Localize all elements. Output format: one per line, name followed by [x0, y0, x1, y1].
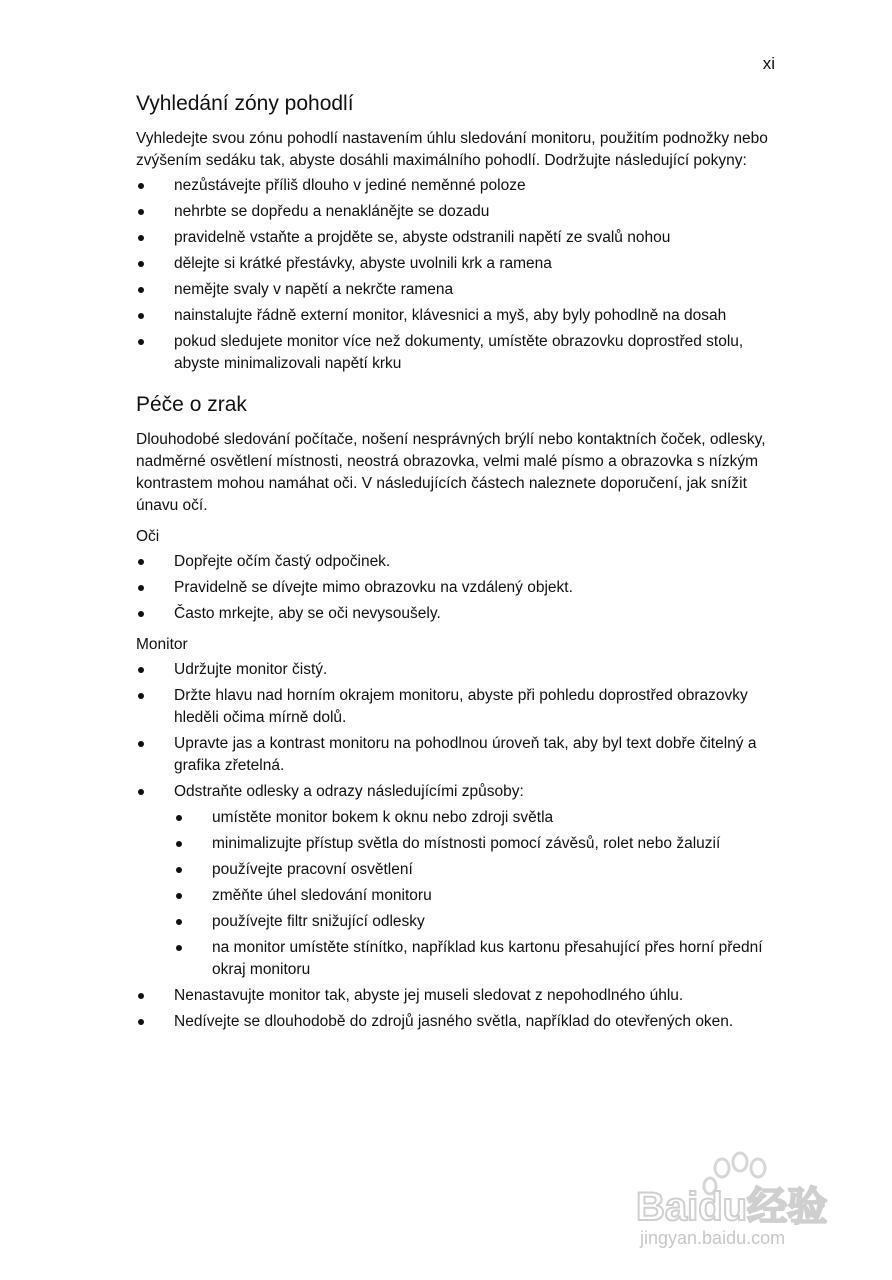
list-item: Pravidelně se dívejte mimo obrazovku na vzdálený objekt. [136, 577, 786, 599]
list-item: nemějte svaly v napětí a nekrčte ramena [136, 279, 786, 301]
list-item: používejte pracovní osvětlení [174, 859, 786, 881]
section-heading-eye-care: Péče o zrak [136, 393, 247, 416]
list-item: minimalizujte přístup světla do místnosti pomocí závěsů, rolet nebo žaluzií [174, 833, 786, 855]
list-item: používejte filtr snižující odlesky [174, 911, 786, 933]
comfort-list [136, 175, 786, 375]
list-item: nehrbte se dopředu a nenaklánějte se dozadu [136, 201, 786, 223]
monitor-list [136, 659, 786, 1033]
list-item: změňte úhel sledování monitoru [174, 885, 786, 907]
list-item: nezůstávejte příliš dlouho v jediné neměnné poloze [136, 175, 786, 197]
document-body [136, 90, 786, 1037]
list-item [136, 781, 786, 981]
list-item: pravidelně vstaňte a projděte se, abyste odstranili napětí ze svalů nohou [136, 227, 786, 249]
watermark-brand: Baidu经验 [636, 1185, 828, 1229]
list-item: Často mrkejte, aby se oči nevysoušely. [136, 603, 786, 625]
list-item: nainstalujte řádně externí monitor, klávesnici a myš, aby byly pohodlně na dosah [136, 305, 786, 327]
list-item: umístěte monitor bokem k oknu nebo zdroji světla [174, 807, 786, 829]
glare-intro: Odstraňte odlesky a odrazy následujícími způsoby: [174, 783, 524, 800]
list-item: Udržujte monitor čistý. [136, 659, 786, 681]
eyes-list [136, 551, 786, 625]
watermark-url: jingyan.baidu.com [640, 1228, 786, 1248]
list-item: Nedívejte se dlouhodobě do zdrojů jasného světla, například do otevřených oken. [136, 1011, 786, 1033]
list-item: na monitor umístěte stínítko, například kus kartonu přesahující přes horní přední okraj monitoru [174, 937, 786, 981]
comfort-intro: Vyhledejte svou zónu pohodlí nastavením úhlu sledování monitoru, použitím podnožky nebo zvýšením sedáku tak, abyste dosáhli maximálního pohodlí. Dodržujte následující pokyny: [136, 130, 768, 169]
page-number: xi [762, 54, 775, 73]
list-item: Držte hlavu nad horním okrajem monitoru, abyste při pohledu doprostřed obrazovky hleděli očima mírně dolů. [136, 685, 786, 729]
list-item: Upravte jas a kontrast monitoru na pohodlnou úroveň tak, aby byl text dobře čitelný a grafika zřetelná. [136, 733, 786, 777]
eye-care-intro: Dlouhodobé sledování počítače, nošení nesprávných brýlí nebo kontaktních čoček, odlesky, nadměrné osvětlení místnosti, neostrá obrazovka, velmi malé písmo a obrazovka s nízkým kontrastem mohou namáhat oči. V následujících částech naleznete doporučení, jak snížit únavu očí. [136, 431, 766, 514]
list-item: pokud sledujete monitor více než dokumenty, umístěte obrazovku doprostřed stolu, abyste minimalizovali napětí krku [136, 331, 786, 375]
section-heading-comfort-zone: Vyhledání zóny pohodlí [136, 92, 354, 115]
eyes-subheading: Oči [136, 528, 160, 545]
baidu-jingyan-watermark [634, 1150, 844, 1250]
list-item: dělejte si krátké přestávky, abyste uvolnili krk a ramena [136, 253, 786, 275]
list-item: Dopřejte očím častý odpočinek. [136, 551, 786, 573]
list-item: Nenastavujte monitor tak, abyste jej museli sledovat z nepohodlného úhlu. [136, 985, 786, 1007]
glare-list [174, 807, 786, 981]
monitor-subheading: Monitor [136, 636, 188, 653]
